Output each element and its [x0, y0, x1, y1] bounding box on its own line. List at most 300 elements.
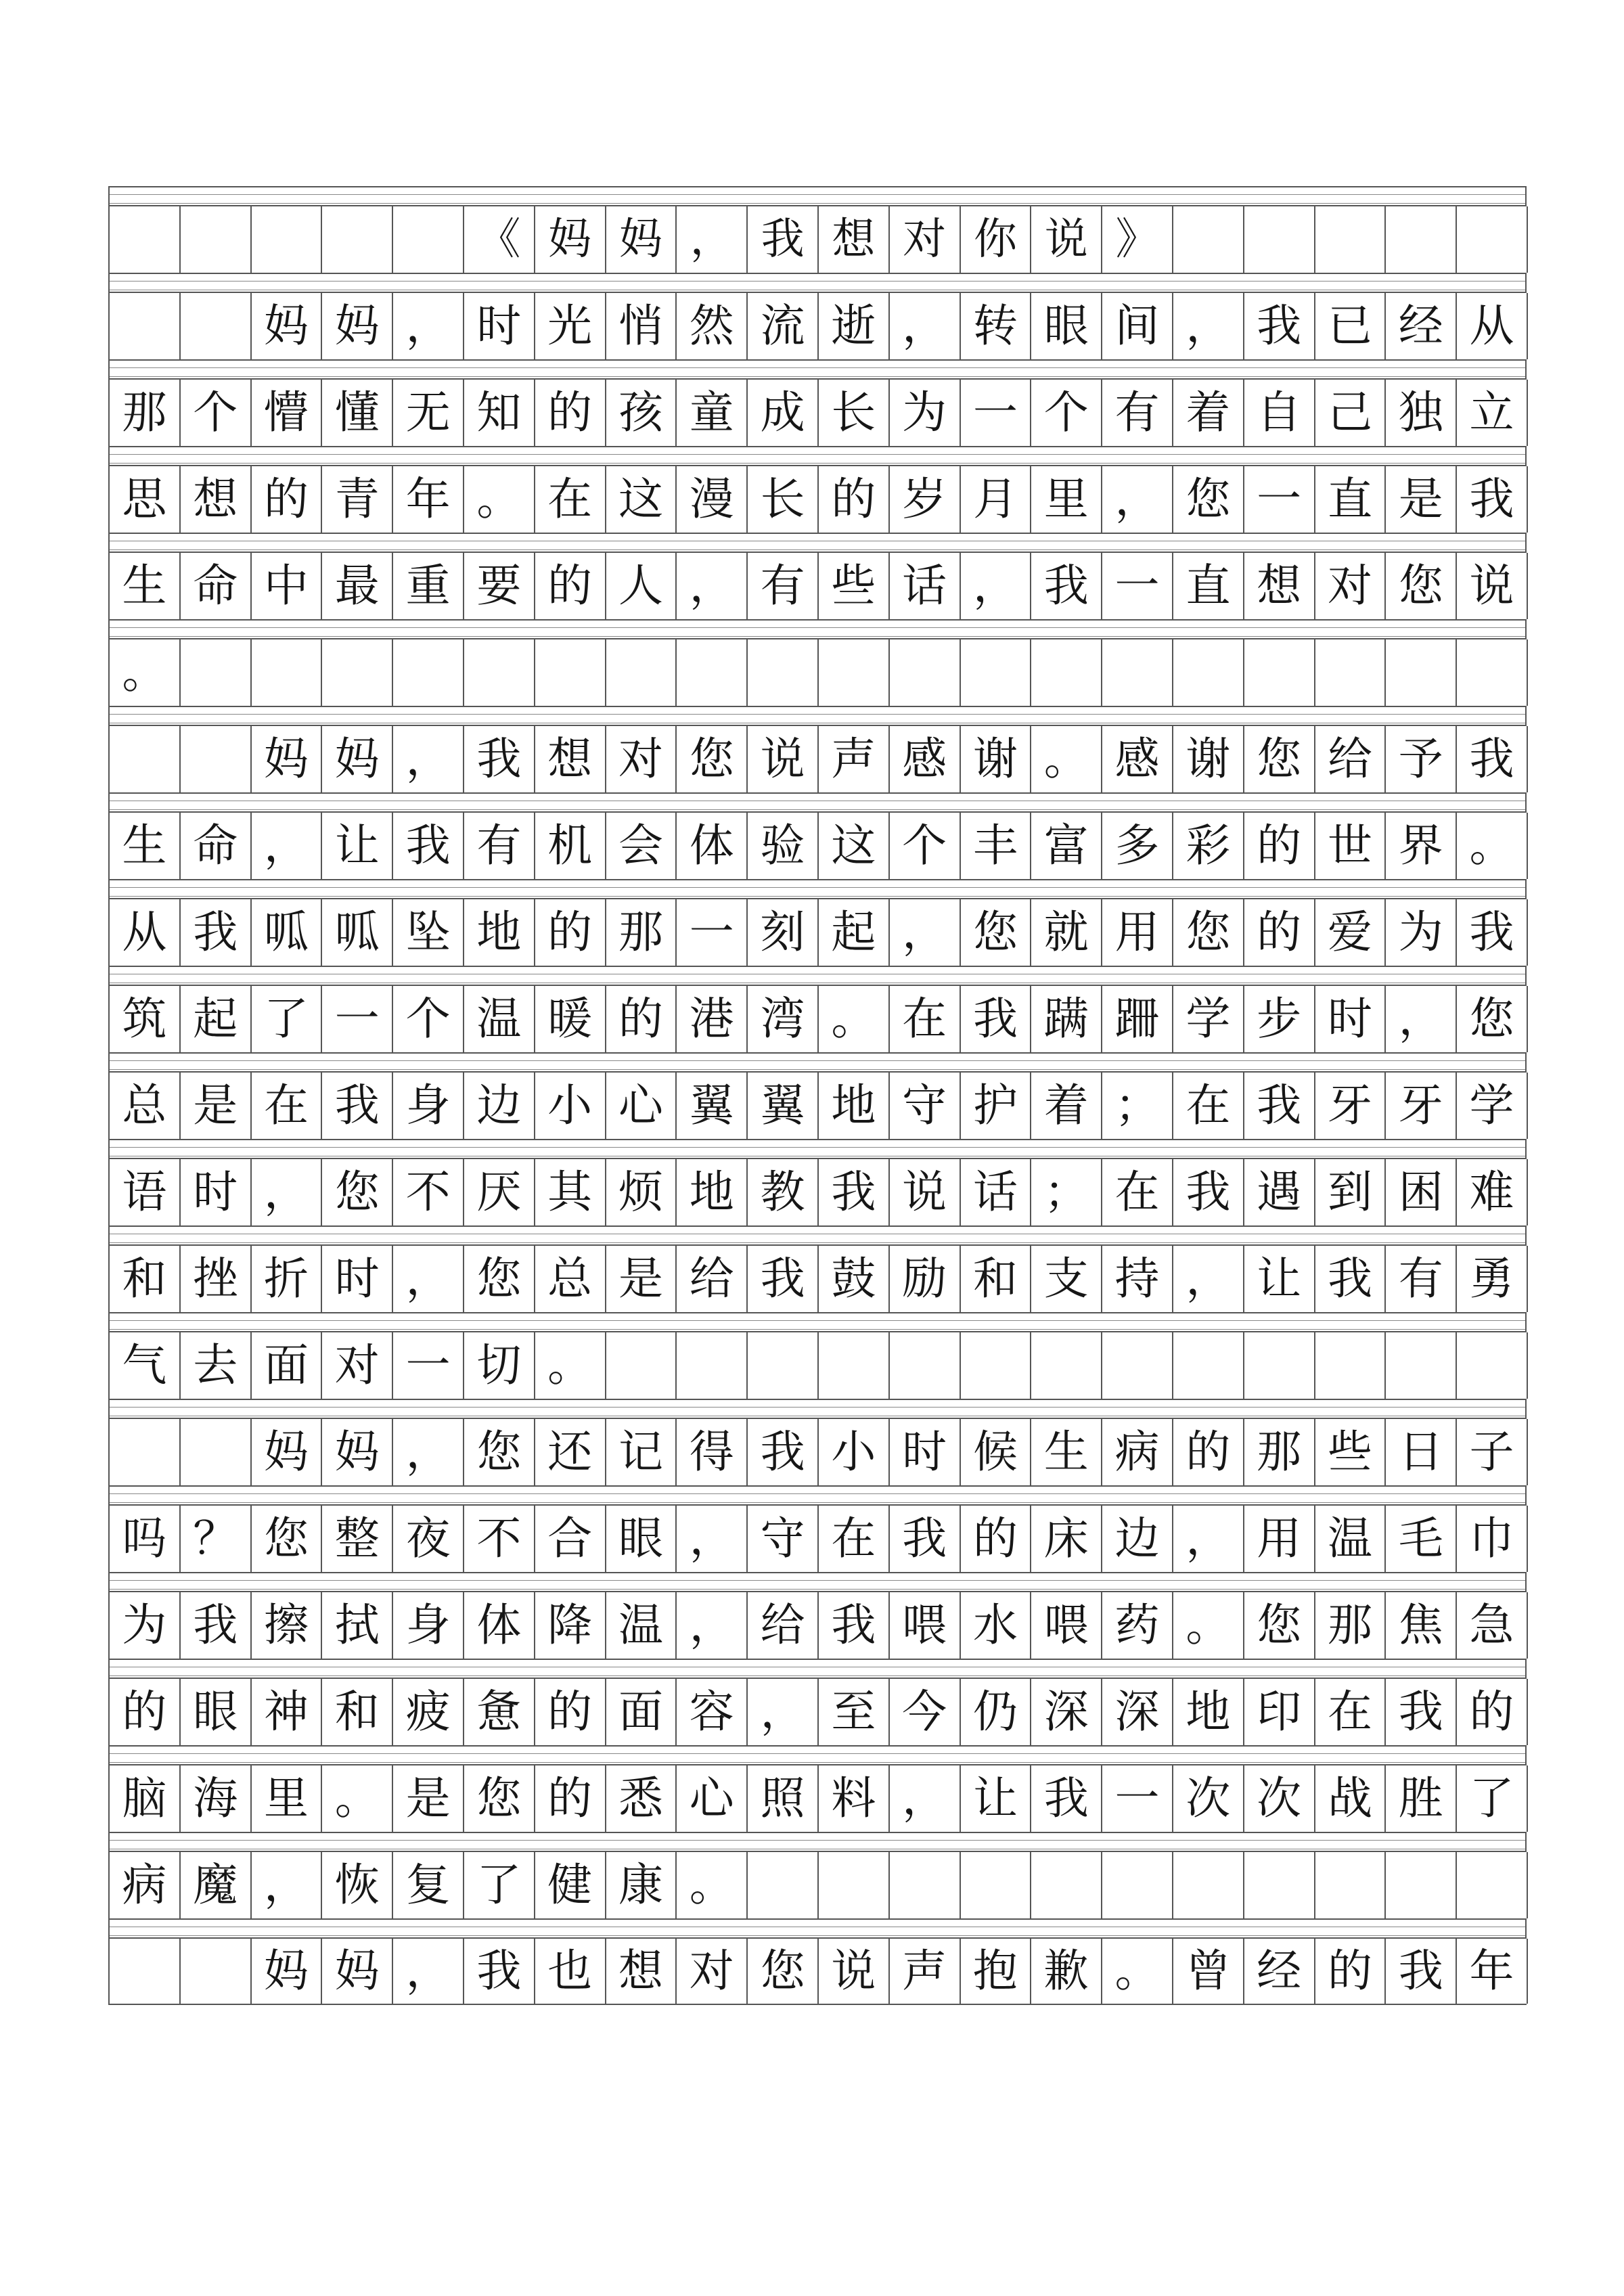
grid-character-cell: 有 [1386, 1246, 1457, 1312]
grid-character-cell: 我 [1173, 1159, 1244, 1225]
grid-empty-cell [1031, 1332, 1102, 1399]
grid-character-cell: 》 [1102, 206, 1173, 273]
grid-character-cell: 体 [464, 1592, 535, 1659]
grid-empty-cell [110, 206, 181, 273]
grid-character-cell: 。 [819, 986, 890, 1052]
grid-character-cell: 童 [677, 380, 748, 446]
grid-character-cell: 喂 [890, 1592, 961, 1659]
grid-character-cell: 立 [1457, 380, 1528, 446]
grid-character-cell: 验 [748, 813, 819, 879]
grid-character-cell: 里 [1031, 466, 1102, 533]
grid-character-cell: 让 [961, 1765, 1032, 1832]
grid-character-cell: 牙 [1315, 1073, 1386, 1139]
grid-character-cell: ， [890, 1765, 961, 1832]
row-spacer [108, 273, 1527, 292]
grid-character-cell: 让 [322, 813, 393, 879]
grid-character-cell: 在 [252, 1073, 323, 1139]
grid-row [108, 1331, 1527, 1399]
grid-row [108, 811, 1527, 879]
grid-character-cell: 温 [464, 986, 535, 1052]
grid-character-cell: 您 [1244, 1592, 1315, 1659]
grid-character-cell: 温 [1315, 1506, 1386, 1572]
grid-character-cell: 个 [1031, 380, 1102, 446]
grid-character-cell: 为 [1386, 899, 1457, 966]
grid-character-cell: 边 [1102, 1506, 1173, 1572]
grid-character-cell: 照 [748, 1765, 819, 1832]
grid-character-cell: 困 [1386, 1159, 1457, 1225]
grid-character-cell: ， [677, 553, 748, 619]
grid-character-cell: 抱 [961, 1939, 1032, 2004]
grid-character-cell: 生 [1031, 1419, 1102, 1485]
grid-character-cell: ， [961, 553, 1032, 619]
grid-character-cell: 魔 [181, 1852, 252, 1918]
row-spacer [108, 619, 1527, 638]
grid-character-cell: 年 [1457, 1939, 1528, 2004]
grid-character-cell: 月 [961, 466, 1032, 533]
grid-character-cell: 富 [1031, 813, 1102, 879]
grid-character-cell: 的 [1315, 1939, 1386, 2004]
grid-character-cell: 记 [606, 1419, 677, 1485]
grid-character-cell: 知 [464, 380, 535, 446]
grid-character-cell: 要 [464, 553, 535, 619]
grid-character-cell: 我 [181, 899, 252, 966]
composition-grid-sheet [108, 186, 1527, 2005]
grid-character-cell: 说 [1031, 206, 1102, 273]
grid-character-cell: 您 [1173, 466, 1244, 533]
grid-character-cell: 日 [1386, 1419, 1457, 1485]
grid-character-cell: 你 [961, 206, 1032, 273]
grid-row [108, 985, 1527, 1052]
grid-character-cell: 我 [1386, 1679, 1457, 1745]
grid-character-cell: 一 [393, 1332, 464, 1399]
grid-character-cell: 您 [464, 1246, 535, 1312]
grid-character-cell: 着 [1031, 1073, 1102, 1139]
grid-character-cell: ， [677, 1592, 748, 1659]
grid-character-cell: 心 [606, 1073, 677, 1139]
grid-character-cell: 神 [252, 1679, 323, 1745]
grid-character-cell: 暖 [535, 986, 606, 1052]
grid-character-cell: 一 [1244, 466, 1315, 533]
grid-character-cell: 我 [1457, 899, 1528, 966]
grid-character-cell: 的 [1457, 1679, 1528, 1745]
grid-character-cell: 不 [393, 1159, 464, 1225]
grid-character-cell: 妈 [322, 293, 393, 359]
grid-character-cell: 您 [677, 726, 748, 792]
row-spacer [108, 1745, 1527, 1764]
grid-character-cell: 直 [1315, 466, 1386, 533]
grid-character-cell: 谢 [1173, 726, 1244, 792]
grid-character-cell: 切 [464, 1332, 535, 1399]
grid-character-cell: 毛 [1386, 1506, 1457, 1572]
grid-character-cell: 和 [322, 1679, 393, 1745]
grid-character-cell: 有 [748, 553, 819, 619]
grid-character-cell: 着 [1173, 380, 1244, 446]
grid-character-cell: 转 [961, 293, 1032, 359]
grid-empty-cell [252, 639, 323, 706]
grid-character-cell: 疲 [393, 1679, 464, 1745]
grid-character-cell: 独 [1386, 380, 1457, 446]
grid-row [108, 1591, 1527, 1659]
grid-character-cell: 懵 [252, 380, 323, 446]
grid-character-cell: 界 [1386, 813, 1457, 879]
grid-character-cell: 年 [393, 466, 464, 533]
grid-character-cell: 身 [393, 1073, 464, 1139]
grid-empty-cell [252, 206, 323, 273]
grid-empty-cell [890, 1332, 961, 1399]
grid-row [108, 378, 1527, 446]
grid-character-cell: 眼 [181, 1679, 252, 1745]
grid-empty-cell [1031, 1852, 1102, 1918]
grid-empty-cell [677, 1332, 748, 1399]
grid-character-cell: ， [393, 1939, 464, 2004]
grid-character-cell: 这 [606, 466, 677, 533]
grid-character-cell: 予 [1386, 726, 1457, 792]
grid-character-cell: 一 [677, 899, 748, 966]
grid-character-cell: 个 [393, 986, 464, 1052]
grid-character-cell: 成 [748, 380, 819, 446]
grid-row [108, 725, 1527, 792]
grid-character-cell: 的 [1244, 813, 1315, 879]
grid-character-cell: 自 [1244, 380, 1315, 446]
grid-character-cell: 吗 [110, 1506, 181, 1572]
grid-character-cell: ， [393, 293, 464, 359]
row-spacer [108, 1832, 1527, 1851]
grid-character-cell: 难 [1457, 1159, 1528, 1225]
row-spacer [108, 879, 1527, 898]
grid-character-cell: 我 [464, 726, 535, 792]
grid-character-cell: 呱 [252, 899, 323, 966]
grid-character-cell: 已 [1315, 293, 1386, 359]
grid-character-cell: 和 [961, 1246, 1032, 1312]
grid-empty-cell [1102, 1332, 1173, 1399]
grid-empty-cell [1244, 1852, 1315, 1918]
grid-empty-cell [181, 293, 252, 359]
grid-character-cell: 岁 [890, 466, 961, 533]
grid-character-cell: 我 [1457, 726, 1528, 792]
grid-character-cell: 总 [110, 1073, 181, 1139]
grid-character-cell: 一 [1102, 1765, 1173, 1832]
grid-character-cell: 一 [322, 986, 393, 1052]
grid-character-cell: 里 [252, 1765, 323, 1832]
grid-character-cell: 您 [1457, 986, 1528, 1052]
grid-character-cell: ？ [181, 1506, 252, 1572]
grid-character-cell: 翼 [677, 1073, 748, 1139]
grid-character-cell: 说 [1457, 553, 1528, 619]
grid-character-cell: 巾 [1457, 1506, 1528, 1572]
grid-character-cell: 那 [110, 380, 181, 446]
grid-character-cell: 牙 [1386, 1073, 1457, 1139]
grid-character-cell: 时 [1315, 986, 1386, 1052]
grid-character-cell: 些 [819, 553, 890, 619]
grid-empty-cell [1173, 639, 1244, 706]
grid-character-cell: 想 [535, 726, 606, 792]
grid-empty-cell [181, 1419, 252, 1485]
row-spacer [108, 706, 1527, 725]
grid-character-cell: 起 [181, 986, 252, 1052]
grid-character-cell: 是 [1386, 466, 1457, 533]
grid-character-cell: ， [252, 1852, 323, 1918]
grid-character-cell: 就 [1031, 899, 1102, 966]
grid-character-cell: ， [1173, 1506, 1244, 1572]
grid-character-cell: 您 [322, 1159, 393, 1225]
grid-empty-cell [1173, 1852, 1244, 1918]
grid-character-cell: 边 [464, 1073, 535, 1139]
grid-character-cell: 眼 [606, 1506, 677, 1572]
grid-row [108, 638, 1527, 706]
grid-character-cell: ， [393, 1246, 464, 1312]
grid-row [108, 1678, 1527, 1745]
grid-character-cell: 的 [110, 1679, 181, 1745]
grid-character-cell: 的 [961, 1506, 1032, 1572]
grid-character-cell: 丰 [961, 813, 1032, 879]
grid-character-cell: ， [252, 813, 323, 879]
grid-character-cell: 。 [1457, 813, 1528, 879]
grid-character-cell: 床 [1031, 1506, 1102, 1572]
grid-character-cell: 。 [322, 1765, 393, 1832]
grid-character-cell: 您 [464, 1765, 535, 1832]
grid-character-cell: 《 [464, 206, 535, 273]
grid-character-cell: 步 [1244, 986, 1315, 1052]
grid-character-cell: 会 [606, 813, 677, 879]
grid-empty-cell [535, 639, 606, 706]
grid-character-cell: 擦 [252, 1592, 323, 1659]
grid-character-cell: 在 [890, 986, 961, 1052]
grid-empty-cell [1173, 206, 1244, 273]
grid-character-cell: 妈 [252, 293, 323, 359]
grid-character-cell: 了 [464, 1852, 535, 1918]
grid-character-cell: 妈 [322, 1939, 393, 2004]
grid-empty-cell [606, 1332, 677, 1399]
grid-character-cell: ； [1031, 1159, 1102, 1225]
grid-row [108, 292, 1527, 359]
grid-character-cell: 己 [1315, 380, 1386, 446]
grid-row [108, 1158, 1527, 1225]
grid-character-cell: 降 [535, 1592, 606, 1659]
grid-empty-cell [1315, 639, 1386, 706]
grid-character-cell: 谢 [961, 726, 1032, 792]
grid-character-cell: 折 [252, 1246, 323, 1312]
grid-empty-cell [1386, 1852, 1457, 1918]
grid-character-cell: 今 [890, 1679, 961, 1745]
grid-empty-cell [1457, 206, 1528, 273]
grid-character-cell: 您 [961, 899, 1032, 966]
grid-character-cell: 病 [1102, 1419, 1173, 1485]
grid-character-cell: 勇 [1457, 1246, 1528, 1312]
grid-empty-cell [1315, 1852, 1386, 1918]
grid-character-cell: 妈 [322, 1419, 393, 1485]
grid-empty-cell [606, 639, 677, 706]
grid-character-cell: 。 [110, 639, 181, 706]
grid-character-cell: 世 [1315, 813, 1386, 879]
grid-character-cell: 健 [535, 1852, 606, 1918]
grid-character-cell: 悄 [606, 293, 677, 359]
grid-character-cell: 感 [890, 726, 961, 792]
grid-character-cell: 其 [535, 1159, 606, 1225]
grid-character-cell: 感 [1102, 726, 1173, 792]
grid-character-cell: 学 [1173, 986, 1244, 1052]
grid-character-cell: ， [1173, 1246, 1244, 1312]
grid-character-cell: 人 [606, 553, 677, 619]
grid-character-cell: 我 [748, 1246, 819, 1312]
row-spacer [108, 186, 1527, 205]
grid-character-cell: 这 [819, 813, 890, 879]
grid-character-cell: 战 [1315, 1765, 1386, 1832]
grid-empty-cell [181, 726, 252, 792]
row-spacer [108, 1572, 1527, 1591]
grid-character-cell: 水 [961, 1592, 1032, 1659]
grid-character-cell: 时 [181, 1159, 252, 1225]
grid-character-cell: 的 [606, 986, 677, 1052]
grid-character-cell: 时 [322, 1246, 393, 1312]
grid-empty-cell [110, 1939, 181, 2004]
grid-character-cell: 的 [535, 899, 606, 966]
grid-character-cell: 病 [110, 1852, 181, 1918]
grid-character-cell: 让 [1244, 1246, 1315, 1312]
grid-character-cell: ； [1102, 1073, 1173, 1139]
grid-character-cell: 对 [890, 206, 961, 273]
grid-character-cell: ， [890, 293, 961, 359]
grid-character-cell: 那 [1244, 1419, 1315, 1485]
grid-character-cell: 时 [464, 293, 535, 359]
grid-row [108, 1418, 1527, 1485]
grid-character-cell: 的 [1173, 1419, 1244, 1485]
grid-character-cell: 我 [393, 813, 464, 879]
grid-character-cell: 是 [181, 1073, 252, 1139]
grid-character-cell: 用 [1102, 899, 1173, 966]
grid-empty-cell [1457, 1852, 1528, 1918]
grid-empty-cell [322, 206, 393, 273]
grid-character-cell: 遇 [1244, 1159, 1315, 1225]
grid-character-cell: 想 [181, 466, 252, 533]
grid-character-cell: 为 [110, 1592, 181, 1659]
grid-character-cell: 在 [819, 1506, 890, 1572]
grid-character-cell: 我 [181, 1592, 252, 1659]
grid-empty-cell [1315, 206, 1386, 273]
row-spacer [108, 446, 1527, 465]
grid-character-cell: 鼓 [819, 1246, 890, 1312]
grid-character-cell: 。 [1173, 1592, 1244, 1659]
grid-character-cell: ， [677, 1506, 748, 1572]
grid-empty-cell [1457, 639, 1528, 706]
grid-character-cell: 最 [322, 553, 393, 619]
grid-character-cell: 命 [181, 813, 252, 879]
grid-character-cell: 曾 [1173, 1939, 1244, 2004]
grid-character-cell: 地 [677, 1159, 748, 1225]
row-spacer [108, 1485, 1527, 1504]
grid-empty-cell [1386, 206, 1457, 273]
grid-empty-cell [1244, 206, 1315, 273]
grid-character-cell: 话 [890, 553, 961, 619]
grid-character-cell: 长 [748, 466, 819, 533]
grid-character-cell: ， [393, 1419, 464, 1485]
grid-character-cell: 逝 [819, 293, 890, 359]
grid-character-cell: 说 [819, 1939, 890, 2004]
grid-character-cell: 给 [748, 1592, 819, 1659]
row-spacer [108, 1399, 1527, 1418]
grid-row [108, 1764, 1527, 1832]
grid-character-cell: 有 [464, 813, 535, 879]
grid-empty-cell [819, 1332, 890, 1399]
grid-empty-cell [748, 1332, 819, 1399]
grid-character-cell: ， [890, 899, 961, 966]
grid-character-cell: 急 [1457, 1592, 1528, 1659]
grid-empty-cell [1386, 639, 1457, 706]
grid-character-cell: 给 [677, 1246, 748, 1312]
grid-character-cell: 悉 [606, 1765, 677, 1832]
grid-character-cell: 的 [535, 380, 606, 446]
grid-character-cell: 惫 [464, 1679, 535, 1745]
grid-empty-cell [1173, 1332, 1244, 1399]
grid-character-cell: 对 [677, 1939, 748, 2004]
grid-character-cell: 。 [535, 1332, 606, 1399]
grid-character-cell: 。 [677, 1852, 748, 1918]
grid-character-cell: 是 [606, 1246, 677, 1312]
grid-character-cell: 我 [819, 1159, 890, 1225]
grid-character-cell: 妈 [606, 206, 677, 273]
grid-character-cell: 喂 [1031, 1592, 1102, 1659]
grid-character-cell: 呱 [322, 899, 393, 966]
grid-character-cell: 温 [606, 1592, 677, 1659]
grid-character-cell: 深 [1031, 1679, 1102, 1745]
grid-empty-cell [1102, 1852, 1173, 1918]
grid-character-cell: 气 [110, 1332, 181, 1399]
grid-character-cell: 是 [393, 1765, 464, 1832]
grid-character-cell: 总 [535, 1246, 606, 1312]
grid-character-cell: 复 [393, 1852, 464, 1918]
row-spacer [108, 1918, 1527, 1937]
grid-row [108, 1504, 1527, 1572]
grid-character-cell: 筑 [110, 986, 181, 1052]
grid-row [108, 1851, 1527, 1918]
grid-character-cell: 学 [1457, 1073, 1528, 1139]
grid-character-cell: 您 [1173, 899, 1244, 966]
grid-character-cell: 教 [748, 1159, 819, 1225]
grid-character-cell: ， [1386, 986, 1457, 1052]
grid-character-cell: 烦 [606, 1159, 677, 1225]
grid-character-cell: 您 [1386, 553, 1457, 619]
grid-empty-cell [110, 1419, 181, 1485]
grid-character-cell: 挫 [181, 1246, 252, 1312]
grid-character-cell: 我 [322, 1073, 393, 1139]
grid-character-cell: 经 [1386, 293, 1457, 359]
grid-character-cell: 命 [181, 553, 252, 619]
grid-character-cell: 眼 [1031, 293, 1102, 359]
grid-character-cell: 给 [1315, 726, 1386, 792]
grid-empty-cell [890, 639, 961, 706]
row-spacer [108, 1659, 1527, 1678]
grid-empty-cell [1457, 1332, 1528, 1399]
grid-character-cell: 我 [1457, 466, 1528, 533]
grid-character-cell: 康 [606, 1852, 677, 1918]
grid-character-cell: ， [677, 206, 748, 273]
grid-character-cell: 孩 [606, 380, 677, 446]
grid-character-cell: 持 [1102, 1246, 1173, 1312]
grid-character-cell: 了 [1457, 1765, 1528, 1832]
grid-empty-cell [748, 639, 819, 706]
grid-empty-cell [890, 1852, 961, 1918]
grid-character-cell: 中 [252, 553, 323, 619]
grid-character-cell: 地 [1173, 1679, 1244, 1745]
grid-character-cell: 妈 [322, 726, 393, 792]
grid-character-cell: 的 [535, 553, 606, 619]
grid-character-cell: 懂 [322, 380, 393, 446]
grid-character-cell: 流 [748, 293, 819, 359]
grid-character-cell: 药 [1102, 1592, 1173, 1659]
grid-character-cell: 对 [1315, 553, 1386, 619]
grid-character-cell: 的 [1244, 899, 1315, 966]
grid-empty-cell [1031, 639, 1102, 706]
grid-character-cell: 我 [1031, 1765, 1102, 1832]
